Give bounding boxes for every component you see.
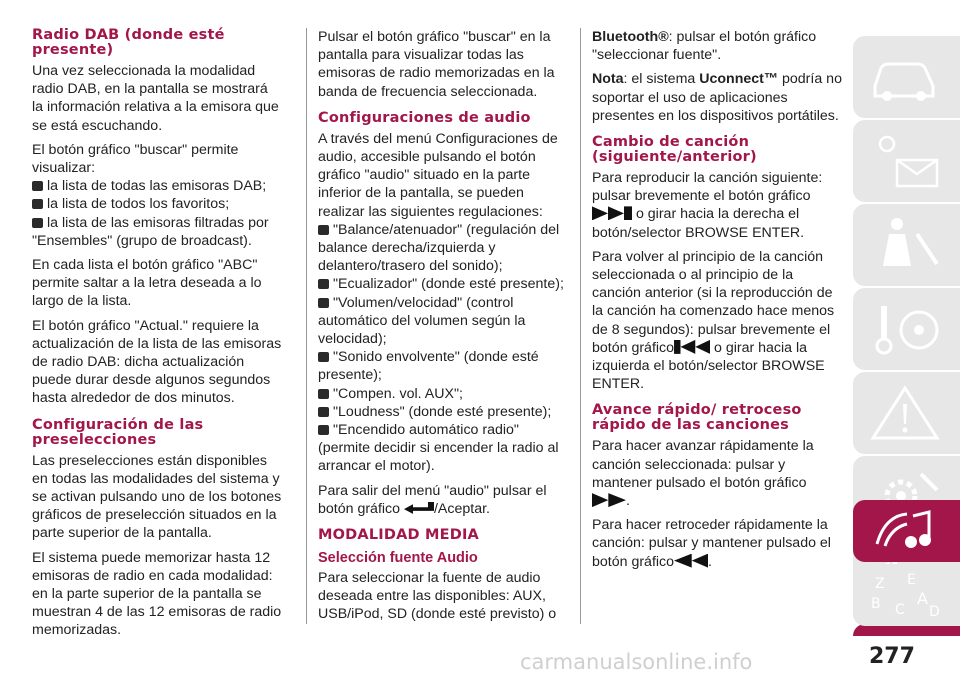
paragraph: El botón gráfico "Actual." requiere la actualización de la lista de las emisoras de radio DAB: dicha actualización puede durar desde algunos segundos hasta alrededor de dos minutos. — [32, 317, 282, 407]
fast-forward-icon — [592, 493, 626, 507]
tab-car[interactable] — [853, 36, 960, 118]
list-item: "Encendido automático radio" (permite decidir si encender la radio al arrancar el motor). — [318, 422, 559, 475]
list-item: la lista de las emisoras filtradas por "Ensembles" (grupo de broadcast). — [32, 214, 269, 249]
svg-text:C: C — [895, 602, 905, 618]
next-track-icon — [592, 206, 632, 220]
checkbox-bullet-icon — [318, 298, 329, 308]
paragraph: En cada lista el botón gráfico "ABC" permite saltar a la letra deseada a lo largo de la lista. — [32, 257, 262, 310]
svg-text:E: E — [907, 572, 916, 588]
tab-dashboard[interactable] — [853, 120, 960, 202]
list-item: "Loudness" (donde esté presente); — [318, 403, 568, 421]
checkbox-bullet-icon — [318, 407, 329, 417]
paragraph: Las preselecciones están disponibles en todas las modalidades del sistema y se activan pulsando uno de los botones gráficos de preselección situados en la parte superior de la pantalla. — [32, 452, 282, 542]
column-2 — [318, 28, 568, 630]
previous-track-icon — [674, 340, 710, 354]
heading-config-audio: Configuraciones de audio — [318, 109, 531, 126]
paragraph: Pulsar el botón gráfico "buscar" en la pantalla para visualizar todas las emisoras de radio memorizadas en la banda de frecuencia seleccionada. — [318, 29, 555, 100]
paragraph: Bluetooth®: pulsar el botón gráfico "seleccionar fuente". — [592, 29, 817, 64]
checkbox-bullet-icon — [318, 389, 329, 399]
heading-cambio-cancion: Cambio de canción (siguiente/anterior) — [592, 134, 757, 166]
page-number: 277 — [869, 644, 915, 669]
car-icon — [867, 46, 943, 106]
checkbox-bullet-icon — [318, 225, 329, 235]
column-divider-1 — [306, 28, 307, 624]
dashboard-lights-icon — [867, 130, 943, 192]
heading-avance-rapido: Avance rápido/ retroceso rápido de las canciones — [592, 402, 802, 434]
paragraph: Para hacer avanzar rápidamente la canción seleccionada: pulsar y mantener pulsado el botón gráfico . — [592, 438, 814, 510]
heading-modalidad-media: MODALIDAD MEDIA — [318, 527, 479, 544]
warning-triangle-icon — [867, 382, 943, 444]
list-item: la lista de todas las emisoras DAB; — [32, 177, 282, 195]
checkbox-bullet-icon — [318, 279, 329, 289]
svg-text:Z: Z — [875, 576, 885, 592]
svg-text:A: A — [917, 589, 928, 608]
heading-radio-dab: Radio DAB (donde esté presente) — [32, 27, 225, 58]
paragraph: Para volver al principio de la canción seleccionada o al principio de la canción anterior (si la reproducción de la canción ha comenzado hace menos de 8 segundos): pulsar brevemente el botón gráfico o girar hacia la izquierda el botón/selector BROWSE ENTER. — [592, 248, 835, 393]
checkbox-bullet-icon — [32, 181, 43, 191]
list-item: "Volumen/velocidad" (control automático del volumen según la velocidad); — [318, 294, 526, 348]
tab-index[interactable] — [853, 564, 960, 626]
column-divider-2 — [580, 28, 581, 624]
paragraph: El botón gráfico "buscar" permite visualizar: — [32, 141, 239, 177]
column-1 — [32, 28, 282, 646]
paragraph: Para seleccionar la fuente de audio deseada entre las disponibles: AUX, USB/iPod, SD (donde esté previsto) o — [318, 570, 557, 623]
paragraph: Una vez seleccionada la modalidad radio DAB, en la pantalla se mostrará la información relativa a la emisora que se está escuchando. — [32, 63, 279, 134]
paragraph: Nota: el sistema Uconnect™ podría no soportar el uso de aplicaciones presentes en los dispositivos portátiles. — [592, 71, 842, 124]
rewind-icon — [674, 554, 708, 568]
watermark: carmanualsonline.info — [520, 650, 753, 674]
tab-emergency[interactable] — [853, 372, 960, 454]
paragraph: Para salir del menú "audio" pulsar el botón gráfico /Aceptar. — [318, 482, 547, 517]
checkbox-bullet-icon — [318, 352, 329, 362]
paragraph: Para hacer retroceder rápidamente la canción: pulsar y mantener pulsado el botón gráfico . — [592, 517, 831, 570]
key-steering-icon — [867, 298, 943, 360]
list-item: la lista de todos los favoritos; — [32, 195, 282, 213]
list-item: "Ecualizador" (donde esté presente); — [318, 275, 568, 293]
checkbox-bullet-icon — [318, 425, 329, 435]
paragraph: El sistema puede memorizar hasta 12 emisoras de radio en cada modalidad: en la parte superior de la pantalla se muestran 4 de las 12 emisoras de radio memorizadas. — [32, 549, 282, 639]
paragraph: Para reproducir la canción siguiente: pulsar brevemente el botón gráfico o girar hacia la derecha el botón/selector BROWSE ENTER. — [592, 170, 823, 241]
list-item: "Compen. vol. AUX"; — [318, 385, 568, 403]
list-item: "Sonido envolvente" (donde esté presente); — [318, 349, 539, 384]
checkbox-bullet-icon — [32, 199, 43, 209]
list-item: "Balance/atenuador" (regulación del balance derecha/izquierda y delantero/trasero del sonido); — [318, 221, 560, 275]
heading-seleccion-fuente: Selección fuente Audio — [318, 550, 478, 567]
tab-key-steering[interactable] — [853, 288, 960, 370]
column-3 — [592, 28, 842, 577]
safety-seatbelt-icon — [867, 214, 943, 276]
checkbox-bullet-icon — [32, 218, 43, 228]
enter-back-arrow-icon — [404, 502, 434, 514]
svg-text:B: B — [871, 596, 881, 612]
heading-preselecciones: Configuración de las preselecciones — [32, 416, 204, 448]
paragraph: A través del menú Configuraciones de audio, accesible pulsando el botón gráfico "audio" situado en la parte inferior de la pantalla, se pueden realizar las siguientes regulaciones: — [318, 130, 558, 220]
svg-text:D: D — [929, 604, 940, 620]
multimedia-icon — [867, 506, 943, 556]
index-alphabet-icon — [867, 568, 943, 620]
tab-multimedia-active[interactable] — [853, 500, 960, 562]
tab-safety[interactable] — [853, 204, 960, 286]
